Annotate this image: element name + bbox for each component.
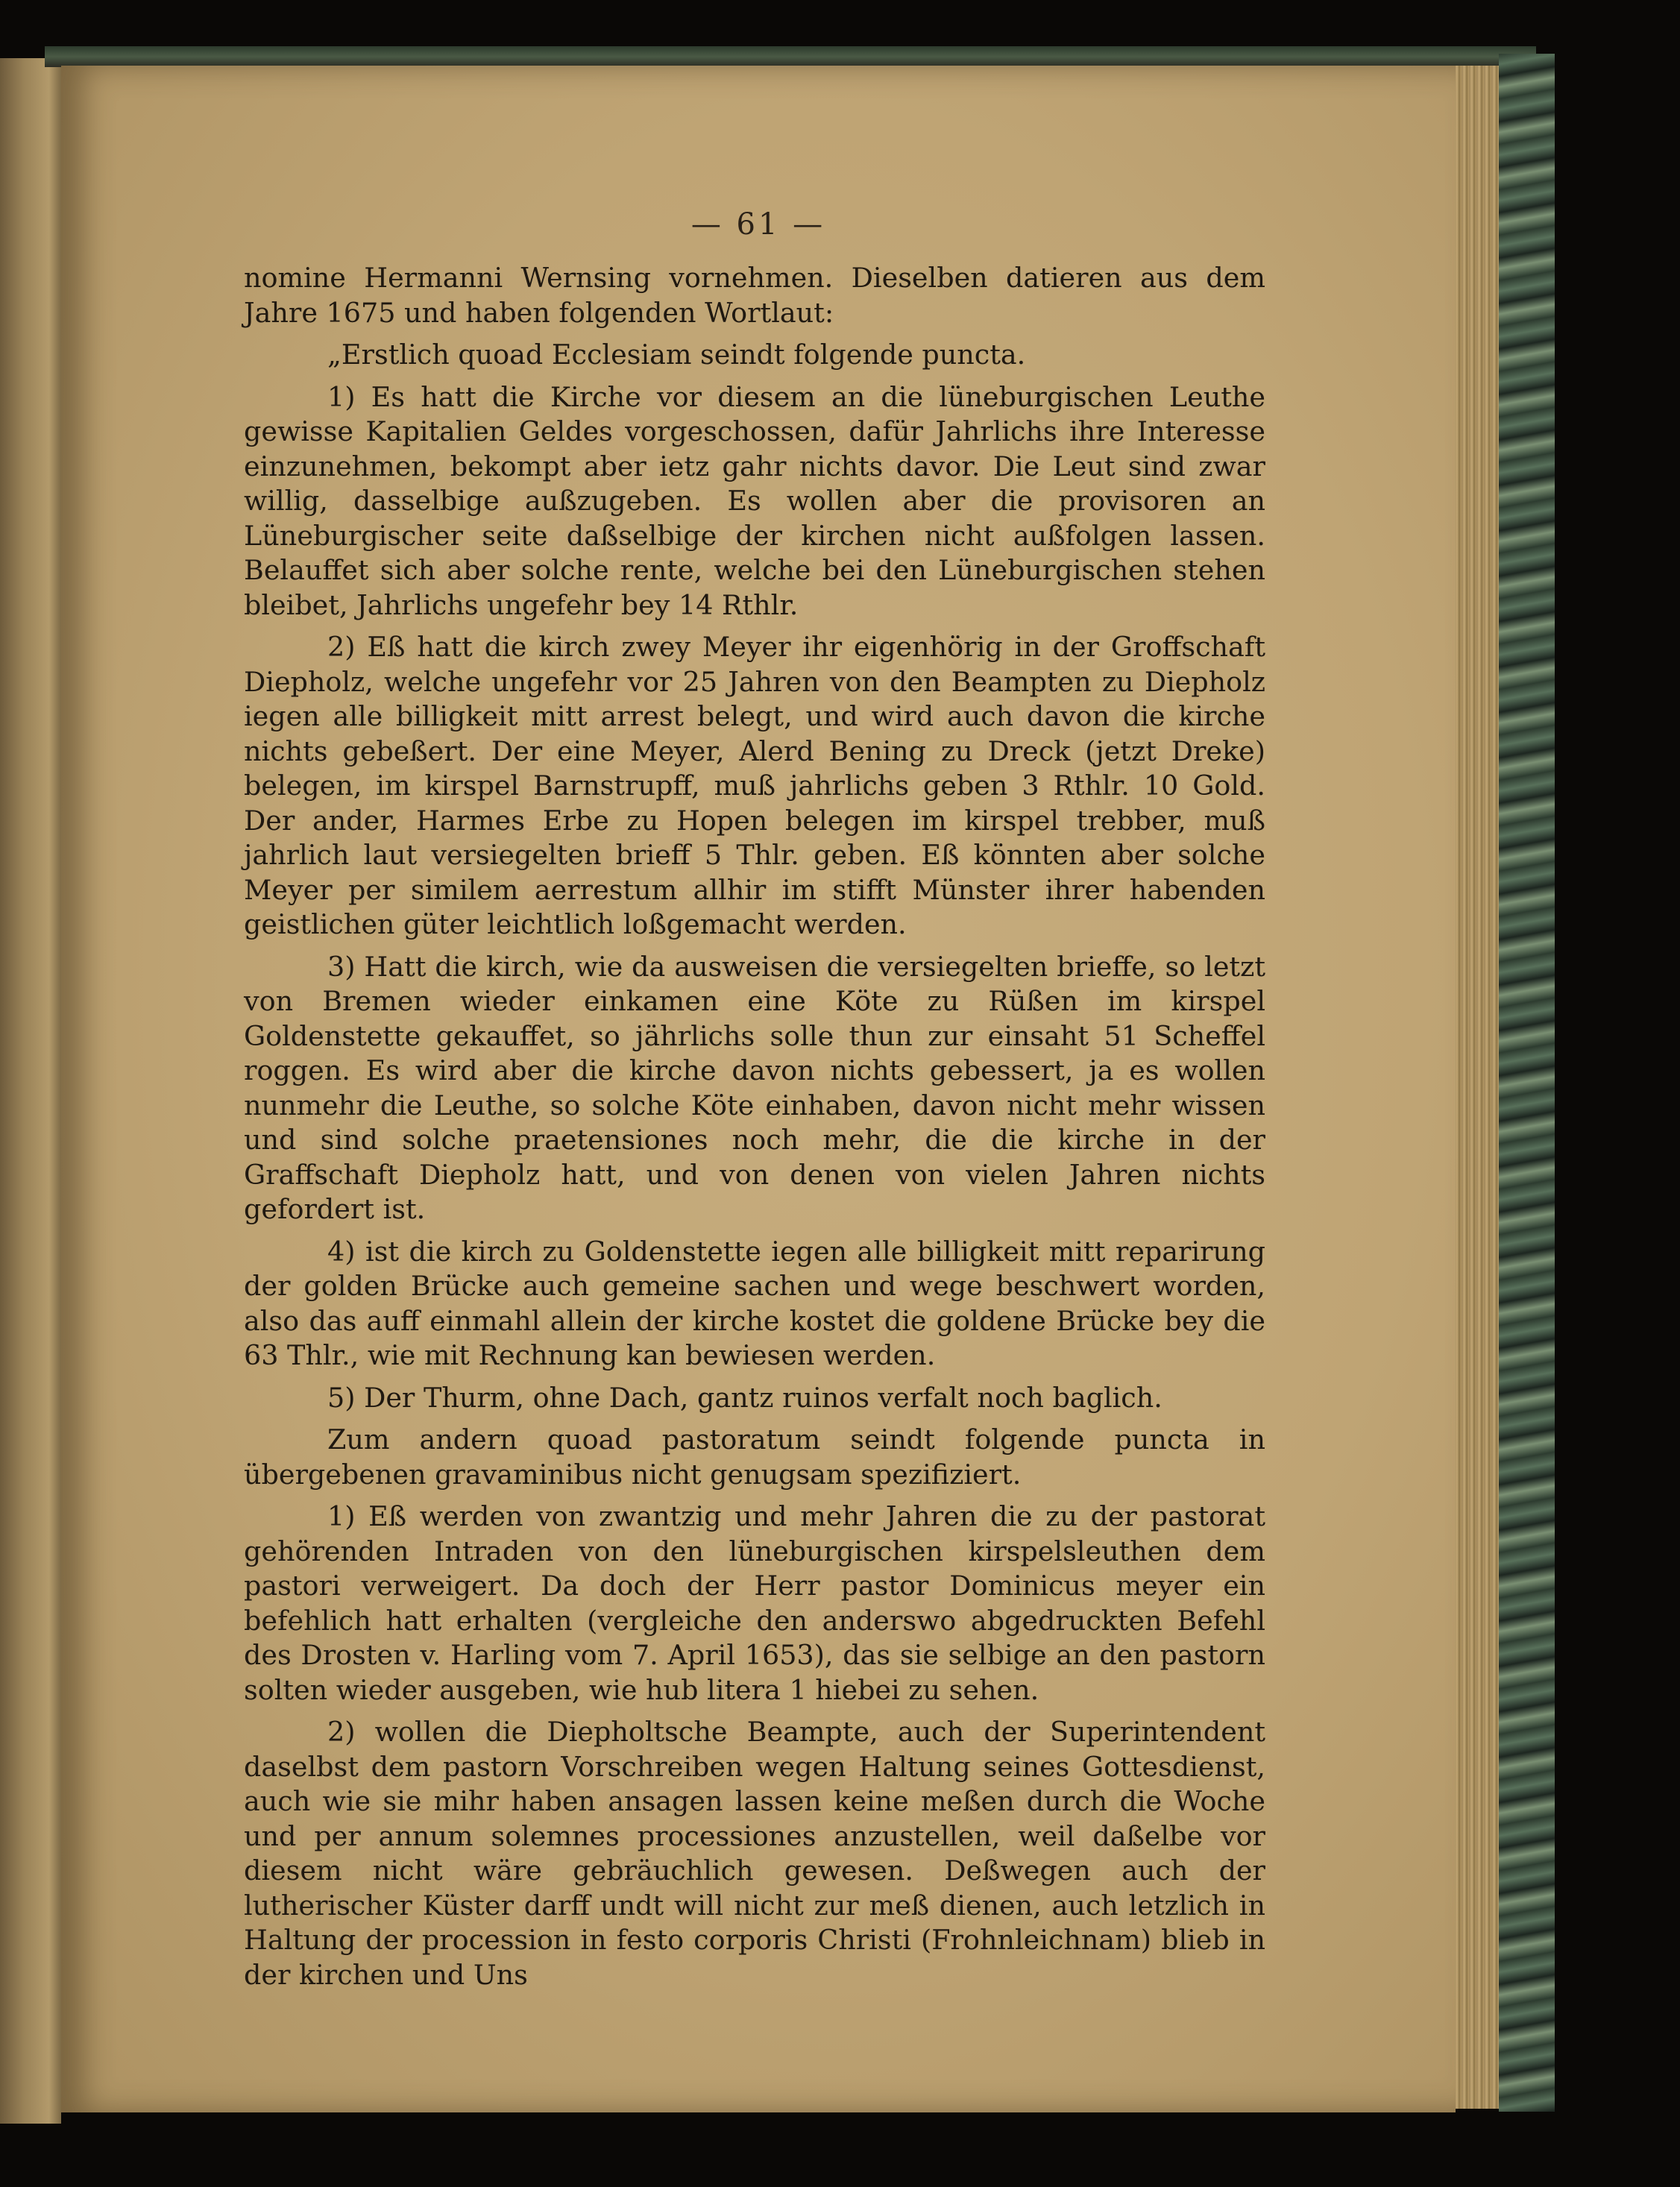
paragraph: Zum andern quoad pastoratum seindt folgende puncta in übergebenen gravaminibus nicht genugsam spezifiziert. (244, 1423, 1265, 1491)
paragraph: „Erstlich quoad Ecclesiam seindt folgende puncta. (327, 339, 1026, 371)
paragraph: 3) Hatt die kirch, wie da ausweisen die versiegelten brieffe, so letzt von Bremen wieder einkamen eine Köte zu Rüßen im kirspel Goldenstette gekauffet, so jährlichs solle thun zur einsaht 51 Scheffel roggen. Es wird aber die kirche davon nichts gebessert, ja es wollen nunmehr die Leuthe, so solche Köte einhaben, davon nicht mehr wissen und sind solche praetensiones noch mehr, die die kirche in der Graffschaft Diepholz hatt, und von denen von vielen Jahren nichts gefordert ist. (244, 950, 1265, 1225)
paragraph: nomine Hermanni Wernsing vornehmen. Dieselben datieren aus dem Jahre 1675 und haben folgenden Wortlaut: (244, 262, 1265, 329)
paragraph: 2) wollen die Diepholtsche Beampte, auch der Superintendent daselbst dem pastorn Vorschreiben wegen Haltung seines Gottesdienst, auch wie sie mihr haben ansagen lassen keine meßen durch die Woche und per annum solemnes processiones anzustellen, weil daßelbe vor diesem nicht wäre gebräuchlich gewesen. Deßwegen auch der lutherischer Küster darff undt will nicht zur meß dienen, auch letzlich in Haltung der procession in festo corporis Christi (Frohnleichnam) blieb in der kirchen und Uns (244, 1716, 1265, 1991)
book-cover-top-edge (45, 46, 1536, 67)
paragraph: 5) Der Thurm, ohne Dach, gantz ruinos verfalt noch baglich. (327, 1381, 1163, 1414)
page-number: — 61 — (690, 207, 826, 242)
page-text (244, 261, 1265, 2000)
page-stack-edge (1447, 66, 1506, 2109)
paragraph: 1) Eß werden von zwantzig und mehr Jahren die zu der pastorat gehörenden Intraden von den lüneburgischen kirspelsleuthen dem pastori verweigert. Da doch der Herr pastor Dominicus meyer ein befehlich hatt erhalten (vergleiche den anderswo abgedruckten Befehl des Drosten v. Harling vom 7. April 1653), das sie selbige an den pastorn solten wieder ausgeben, wie hub litera 1 hiebei zu sehen. (244, 1500, 1265, 1706)
book-page (61, 66, 1456, 2112)
previous-page-edge (0, 58, 61, 2124)
paragraph: 1) Es hatt die Kirche vor diesem an die lüneburgischen Leuthe gewisse Kapitalien Geldes vorgeschossen, dafür Jahrlichs ihre Interesse einzunehmen, bekompt aber ietz gahr nichts davor. Die Leut sind zwar willig, dasselbige außzugeben. Es wollen aber die provisoren an Lüneburgischer seite daßselbige der kirchen nicht außfolgen lassen. Belauffet sich aber solche rente, welche bei den Lüneburgischen stehen bleibet, Jahrlichs ungefehr bey 14 Rthlr. (244, 380, 1265, 621)
book-cover-right-edge (1499, 54, 1555, 2112)
paragraph: 4) ist die kirch zu Goldenstette iegen alle billigkeit mitt reparirung der golden Brücke auch gemeine sachen und wege beschwert worden, also das auff einmahl allein der kirche kostet die goldene Brücke bey die 63 Thlr., wie mit Rechnung kan bewiesen werden. (244, 1235, 1265, 1371)
paragraph: 2) Eß hatt die kirch zwey Meyer ihr eigenhörig in der Groffschaft Diepholz, welche ungefehr vor 25 Jahren von den Beampten zu Diepholz iegen alle billigkeit mitt arrest belegt, und wird auch davon die kirche nichts gebeßert. Der eine Meyer, Alerd Bening zu Dreck (jetzt Dreke) belegen, im kirspel Barnstrupff, muß jahrlichs geben 3 Rthlr. 10 Gold. Der ander, Harmes Erbe zu Hopen belegen im kirspel trebber, muß jahrlich laut versiegelten brieff 5 Thlr. geben. Eß könnten aber solche Meyer per similem aerrestum allhir im stifft Münster ihrer habenden geistlichen güter leichtlich loßgemacht werden. (244, 631, 1265, 940)
